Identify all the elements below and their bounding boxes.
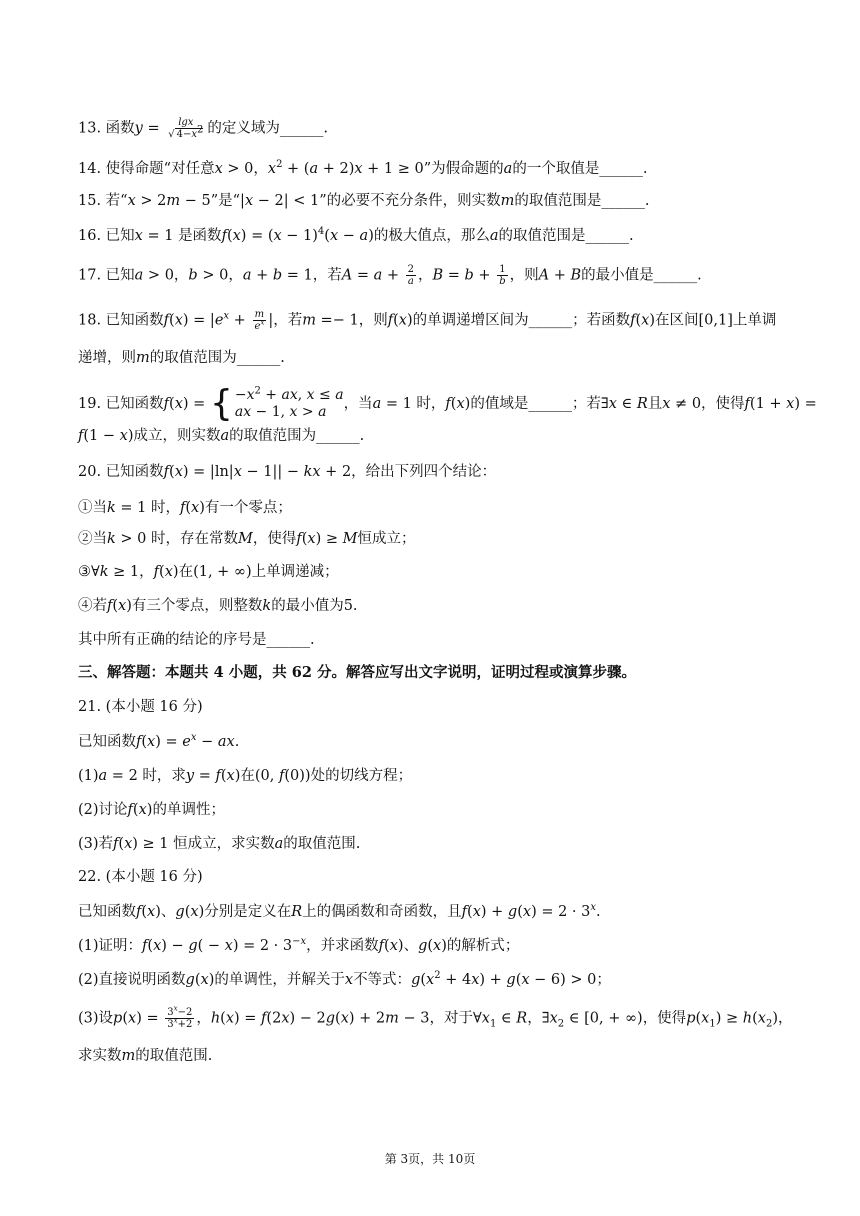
problem-15: 15. 若“x > 2m − 5”是“|x − 2| < 1”的必要不充分条件，则实数m的取值范围是______. xyxy=(78,193,650,209)
problem-21-stem: 已知函数$f(x) = e^x$ − ax. xyxy=(78,732,240,750)
problem-21-part-1: (1)a = 2 时，求y = f(x)在(0, f(0))处的切线方程； xyxy=(78,768,413,784)
problem-21-part-3: (3)若f(x) ≥ 1 恒成立，求实数a的取值范围. xyxy=(78,836,361,852)
problem-22-part-1: (1)证明：$f(x) - g( - x) = 2 \cdot 3^{-x}$，并求函数f(x)、g(x)的解析式； xyxy=(78,936,520,954)
problem-22-part-3-cont: 求实数m的取值范围. xyxy=(78,1048,213,1064)
problem-16: 16. 已知x = 1 是函数$f(x) = (x - 1)^4(x - a)$的极大值点，那么a的取值范围是______. xyxy=(78,226,634,244)
section-heading: 三、解答题：本题共 4 小题，共 62 分。解答应写出文字说明，证明过程或演算步骤。 xyxy=(78,664,637,681)
problem-19: 19. 已知函数f(x) = { $-x^2$ + ax, x ≤ a ax − 1, x > a ，当a = 1 时，f(x)的值域是______；若∃x ∈ R且x ≠ 0，使得f(1 + x) = xyxy=(78,383,817,424)
problem-22-header: 22. (本小题 16 分) xyxy=(78,869,203,885)
problem-20-conclusion-1: ①当k = 1 时，f(x)有一个零点； xyxy=(78,500,292,516)
problem-20-conclusion-3: ③∀k ≥ 1，f(x)在(1, + ∞)上单调递减； xyxy=(78,564,339,580)
problem-22-part-2: (2)直接说明函数g(x)的单调性，并解关于x不等式：$g(x^2 + 4x) + g(x - 6) > 0$； xyxy=(78,970,611,988)
problem-20-conclusion-2: ②当k > 0 时，存在常数M，使得f(x) ≥ M恒成立； xyxy=(78,531,416,547)
problem-18: 18. 已知函数$f(x) = |e^x$ + $\frac{m}{e^x}$ |，若m =− 1，则f(x)的单调递增区间为______；若函数f(x)在区间[0,1]上单调 xyxy=(78,309,777,332)
problem-19-cont: f(1 − x)成立，则实数a的取值范围为______. xyxy=(78,428,365,444)
problem-20-conclusion-4: ④若f(x)有三个零点，则整数k的最小值为5. xyxy=(78,598,358,614)
problem-14: 14. 使得命题“对任意x > 0，$x^2 + (a + 2)x + 1 \ge 0$”为假命题的a的一个取值是______. xyxy=(78,159,648,177)
problem-20: 20. 已知函数f(x) = |ln|x − 1|| − kx + 2，给出下列四个结论： xyxy=(78,464,497,480)
problem-20-ask: 其中所有正确的结论的序号是______. xyxy=(78,632,315,648)
problem-21-header: 21. (本小题 16 分) xyxy=(78,699,203,715)
problem-13: 13. 函数y = $\frac{\lg x}{√ 4-x^2}$ 的定义域为______. xyxy=(78,117,328,140)
problem-18-cont: 递增，则m的取值范围为______. xyxy=(78,350,285,366)
problem-17: 17. 已知a > 0，b > 0，a + b = 1，若A = a + $\frac{2}{a}$ ，B = b + $\frac{1}{b}$ ，则A + B的最小值是______. xyxy=(78,264,702,287)
problem-22-stem: 已知函数f(x)、g(x)分别是定义在R上的偶函数和奇函数，且$f(x) + g(x) = 2 \cdot 3^x$. xyxy=(78,902,601,920)
problem-22-part-3: (3)设p(x) = $\frac{3^x-2}{3^x+2}$ ，h(x) = f(2x) − 2g(x) + 2m − 3，对于$\forall x_1$ ∈ R，$\exists x_2$ ∈ [0, + ∞)，使得$p(x_1) \ge h(x_2)$， xyxy=(78,1004,793,1030)
page-footer: 第 3页，共 10页 xyxy=(384,1152,476,1166)
problem-21-part-2: (2)讨论f(x)的单调性； xyxy=(78,802,225,818)
